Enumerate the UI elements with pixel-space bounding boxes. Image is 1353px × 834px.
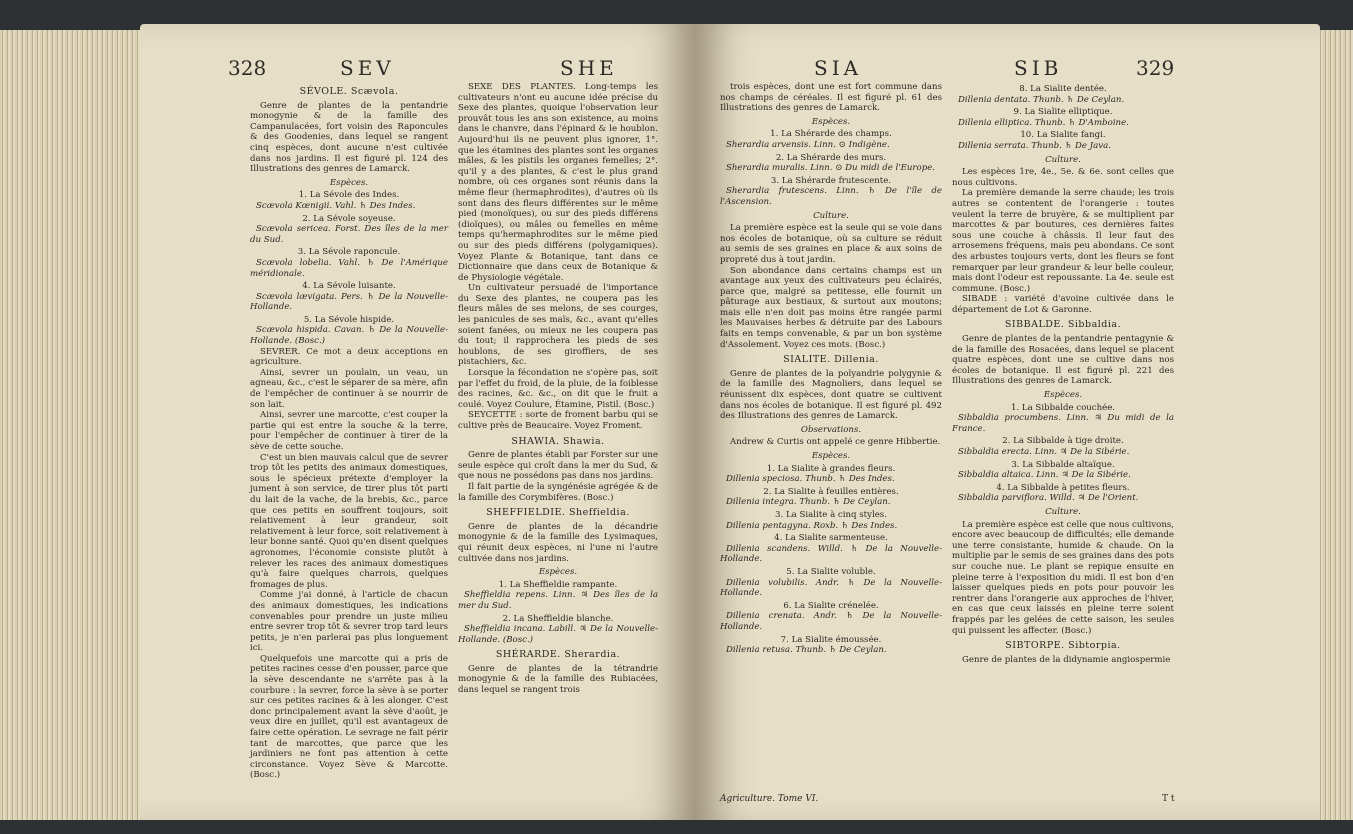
entry-title: SÉVOLE. Scævola. [299,86,399,97]
right-column-1 [720,82,942,656]
scientific-name: Scævola hispida. Cavan. ♄ De la Nouvelle-Hollande. (Bosc.) [250,325,448,347]
running-head-right-2: SIB [1014,56,1063,80]
species-name: 5. La Sialite voluble. [786,566,876,577]
paragraph: Ainsi, sevrer un poulain, un veau, un agneau, &c., c'est le séparer de sa mère, afin de l'empêcher de continuer à se nourrir de son lait. [250,367,448,410]
left-column-2 [458,82,658,696]
scientific-name: Dillenia serrata. Thunb. ♄ De Java. [958,140,1111,151]
species-name: 3. La Sialite à cinq styles. [775,509,887,520]
scientific-name: Dillenia pentagyna. Roxb. ♄ Des Indes. [726,520,898,531]
paragraph: Quelquefois une marcotte qui a pris de petites racines cesse d'en pousser, parce que la sève descendante ne s'arrête pas à la courbure : la sevrer, force la sève à se porter sur ces petites racines & à les alonger. C'est donc principalement avant la sève d'août, je veux dire en juillet, qu'il est avantageux de faire cette opération. Le sevrage ne fait périr tant de marcottes, que parce que les jardiniers ne font pas attention à cette circonstance. Voyez Sève & Marcotte. (Bosc.) [250,653,448,781]
species-name: 3. La Sévole raponcule. [297,247,401,258]
paragraph: Genre de plantes de la décandrie monogynie & de la famille des Lysimaques, qui réunit deux espèces, ni l'une ni l'autre cultivée dans nos jardins. [458,521,658,564]
species-name: 5. La Sévole hispide. [303,314,395,325]
entry-title: SIBTORPE. Sibtorpia. [1005,640,1121,652]
scientific-name: Scævola lævigata. Pers. ♄ De la Nouvelle-Hollande. [250,291,448,313]
species-name: 10. La Sialite fangi. [1020,130,1106,141]
scientific-name: Dillenia scandens. Willd. ♄ De la Nouvelle-Hollande. [720,543,942,565]
section-heading: Espèces. [811,116,851,127]
paragraph: SEYCETTE : sorte de froment barbu qui se cultive près de Beaucaire. Voyez Froment. [458,410,658,431]
section-heading: Culture. [1045,154,1081,165]
section-heading: Espèces. [538,567,578,578]
species-name: 1. La Sheffieldie rampante. [498,579,618,590]
running-head-right-1: SIA [814,56,863,80]
page-edges-left [0,30,150,820]
paragraph: La première demande la serre chaude; les trois autres se contentent de l'orangerie : toutes veulent la terre de bruyère, & se multiplient par marcottes & par boutures, ces dernières faites sous une couche à châssis. Il leur faut des arrosemens fréquens, mais peu abondans. Ce sont des arbustes toujours verts, dont les fleurs se font remarquer par leur grandeur & leur belle couleur, mais dont l'odeur est repoussante. La 4e. seule est commune. (Bosc.) [952,188,1174,294]
scientific-name: Scævola sericea. Forst. Des îles de la mer du Sud. [250,224,448,245]
entry-title: SIBBALDE. Sibbaldia. [1004,319,1122,331]
paragraph: SIBADE : variété d'avoine cultivée dans le département de Lot & Garonne. [952,294,1174,315]
species-name: 7. La Sialite émoussée. [780,634,882,645]
species-name: 2. La Shérarde des murs. [775,152,887,163]
left-column-1 [250,82,448,781]
species-name: 8. La Sialite dentée. [1019,84,1107,94]
section-heading: Culture. [1045,506,1081,517]
scientific-name: Dillenia elliptica. Thunb. ♄ D'Amboine. [958,117,1129,128]
species-name: 1. La Shérarde des champs. [770,129,892,140]
entry-title: SHAWIA. Shawia. [511,435,605,447]
scientific-name: Sherardia frutescens. Linn. ♄ De l'île de l'Ascension. [720,186,942,207]
paragraph: Genre de plantes de la didynamie angiospermie [962,654,1171,665]
species-name: 1. La Sibbalde couchée. [1010,402,1116,413]
species-name: 1. La Sialite à grandes fleurs. [766,463,896,474]
species-name: 4. La Sibbalde à petites fleurs. [996,482,1130,493]
species-name: 2. La Sialite à feuilles entières. [763,486,899,497]
left-page [140,24,696,820]
scientific-name: Scævola lobelia. Vahl. ♄ De l'Amérique méridionale. [250,257,448,279]
scientific-name: Sibbaldia parviflora. Willd. ♃ De l'Orient. [958,493,1139,504]
section-heading: Observations. [800,424,862,435]
paragraph: Genre de plantes de la pentandrie pentagynie & de la famille des Rosacées, dans lequel se placent quatre espèces, dont une se cultive dans nos écoles de botanique. Il est figuré pl. 221 des Illustrations des genres de Lamarck. [952,334,1174,387]
scientific-name: Sibbaldia erecta. Linn. ♃ De la Sibérie. [958,447,1130,457]
scientific-name: Dillenia crenata. Andr. ♄ De la Nouvelle-Hollande. [720,611,942,632]
footer-volume: Agriculture. Tome VI. [720,794,819,804]
species-name: 1. La Sévole des Indes. [298,190,400,201]
right-page [694,24,1320,820]
paragraph: Genre de plantes de la polyandrie polygynie & de la famille des Magnoliers, dans lequel se réunissent dix espèces, dont quatre se cultivent dans nos écoles de botanique. Il est figuré pl. 492 des Illustrations des genres de Lamarck. [720,368,942,422]
running-head-left-2: SHE [560,56,618,80]
paragraph: Comme j'ai donné, à l'article de chacun des animaux domestiques, les indications convenables pour prendre un juste milieu entre sevrer trop tôt & sevrer trop tard leurs petits, je n'en parlerai pas plus longuement ici. [250,590,448,654]
scientific-name: Sibbaldia altaica. Linn. ♃ De la Sibérie. [958,470,1131,481]
scientific-name: Dillenia speciosa. Thunb. ♄ Des Indes. [726,474,895,485]
species-name: 3. La Shérarde frutescente. [770,175,892,186]
section-heading: Espèces. [811,451,851,461]
scientific-name: Dillenia dentata. Thunb. ♄ De Ceylan. [958,94,1125,105]
species-name: 2. La Sibbalde à tige droite. [1002,436,1124,447]
scientific-name: Sherardia arvensis. Linn. ⊙ Indigène. [726,139,890,150]
section-heading: Espèces. [1043,390,1083,401]
scientific-name: Sheffieldia incana. Labill. ♃ De la Nouvelle-Hollande. (Bosc.) [458,624,658,645]
paragraph: SEVRER. Ce mot a deux acceptions en agriculture. [250,346,448,368]
scientific-name: Dillenia integra. Thunb. ♄ De Ceylan. [726,497,891,508]
paragraph: Les espèces 1re, 4e., 5e. & 6e. sont celles que nous cultivons. [952,167,1174,188]
scientific-name: Scævola Kœnigii. Vahl. ♄ Des Indes. [256,200,416,211]
paragraph: Il fait partie de la syngénésie agrégée & de la famille des Corymbifères. (Bosc.) [458,481,658,503]
entry-title: SHÉRARDE. Sherardia. [495,649,621,661]
species-name: 9. La Sialite elliptique. [1013,107,1113,118]
paragraph: Andrew & Curtis ont appelé ce genre Hibbertie. [730,437,941,448]
paragraph: SEXE DES PLANTES. Long-temps les cultivateurs n'ont eu aucune idée précise du Sexe des plantes, quoique l'observation leur prouvât tous les ans son existence, au moins dans le chanvre, dans l'épinard & le houblon. Aujourd'hui ils ne peuvent plus ignorer, 1°. que les étamines des plantes sont les organes mâles, & les pistils les organes femelles; 2°. qu'il y a des plantes, & c'est le plus grand nombre, où ces organes sont réunis dans la même fleur (hermaphrodites), d'autres où ils sont dans des fleurs différentes sur le même pied (monoïques), ou sur des pieds différens (dioïques), ou mâles ou femelles en même temps qu'hermaphrodites sur le même pied ou sur des pieds différens (polygamiques). Voyez Plante & Botanique, tant dans ce Dictionnaire que dans ceux de Botanique & de Physiologie végétale. [458,82,658,283]
scientific-name: Sibbaldia procumbens. Linn. ♃ Du midi de la France. [952,413,1174,434]
scientific-name: Sherardia muralis. Linn. ⊙ Du midi de l'Europe. [726,163,936,174]
scientific-name: Sheffieldia repens. Linn. ♃ Des îles de la mer du Sud. [458,590,658,611]
section-heading: Culture. [813,210,849,221]
paragraph: Genre de plantes établi par Forster sur une seule espèce qui croît dans la mer du Sud, & que nous ne possédons pas dans nos jardins. [458,450,658,482]
species-name: 6. La Sialite crénelée. [783,600,879,611]
right-column-2 [952,82,1174,665]
species-name: 2. La Sévole soyeuse. [302,213,396,224]
folio-left: 328 [228,56,267,80]
paragraph: Genre de plantes de la tétrandrie monogynie & de la famille des Rubiacées, dans lequel se rangent trois [458,663,658,696]
signature-mark: T t [1162,794,1175,804]
scientific-name: Dillenia retusa. Thunb. ♄ De Ceylan. [726,645,887,656]
paragraph: La première espèce est celle que nous cultivons, encore avec beaucoup de difficultés; elle demande une terre consistante, humide & chaude. On la multiplie par le semis de ses graines dans des pots sur couche nue. Le plant se repique ensuite en pleine terre à l'exposition du midi. Il est bon d'en laisser quelques pieds en pots pour pouvoir les rentrer dans l'orangerie aux approches de l'hiver, en cas que ceux laissés en pleine terre soient frappés par les gelées de cette saison, les seules qui puissent les affecter. (Bosc.) [952,519,1175,636]
paragraph: C'est un bien mauvais calcul que de sevrer trop tôt les petits des animaux domestiques, sous le spécieux prétexte d'employer la jument à son service, de tirer plus tôt parti du lait de la vache, de la brebis, &c., parce que ces petits en souffrent toujours, soit relativement à leur grandeur, soit relativement à leur force, soit relativement à leur bonne santé. Quoi qu'en disent quelques agronomes, l'économie consiste plutôt à relever les races des animaux domestiques qu'à faire quelques charrois, quelques fromages de plus. [250,452,448,590]
section-heading: Espèces. [329,177,369,188]
entry-title: SHEFFIELDIE. Sheffieldia. [486,507,630,519]
paragraph: Lorsque la fécondation ne s'opère pas, soit par l'effet du froid, de la pluie, de la foiblesse des racines, &c. &c., on dit que le fruit a coulé. Voyez Coulure, Étamine, Pistil. (Bosc.) [458,368,658,410]
paragraph: Ainsi, sevrer une marcotte, c'est couper la partie qui est entre la souche & la terre, pour l'empêcher de continuer à tirer de la sève de cette souche. [250,410,448,452]
species-name: 2. La Sheffieldie blanche. [502,613,614,624]
running-head-left-1: SEV [340,56,395,80]
paragraph: Un cultivateur persuadé de l'importance du Sexe des plantes, ne coupera pas les fleurs mâles de ses melons, de ses courges, les panicules de ses maïs, &c., avant qu'elles soient fanées, ou mieux ne les coupera pas du tout; il rapprochera les pieds de ses houblons, de ses giroffiers, de ses pistachiers, &c. [458,283,658,368]
entry-title: SIALITE. Dillenia. [783,354,879,366]
paragraph: trois espèces, dont une est fort commune dans nos champs de céréales. Il est figuré pl. 61 des Illustrations des genres de Lamarck. [720,82,942,114]
scientific-name: Dillenia volubilis. Andr. ♄ De la Nouvelle-Hollande. [720,577,942,599]
species-name: 4. La Sialite sarmenteuse. [774,533,888,544]
folio-right: 329 [1136,56,1175,80]
paragraph: Genre de plantes de la pentandrie monogynie & de la famille des Campanulacées, fort voisin des Raponcules & des Goodenies, dans lequel se rangent cinq espèces, dont aucune n'est cultivée dans nos jardins. Il est figuré pl. 124 des Illustrations des genres de Lamarck. [250,100,448,175]
paragraph: Son abondance dans certains champs est un avantage aux yeux des cultivateurs peu éclairés, parce que, malgré sa petitesse, elle fournit un pâturage aux bestiaux, & surtout aux moutons; mais elle n'en doit pas moins être rangée parmi les Mauvaises herbes & détruite par des Labours faits en temps convenable, & par un bon système d'Assolement. Voyez ces mots. (Bosc.) [720,265,942,350]
species-name: 4. La Sévole luisante. [302,281,396,292]
paragraph: La première espèce est la seule qui se voie dans nos écoles de botanique, où sa culture se réduit au semis de ses graines en place & aux soins de propreté dus à tout jardin. [720,223,942,265]
species-name: 3. La Sibbalde altaïque. [1011,459,1115,470]
